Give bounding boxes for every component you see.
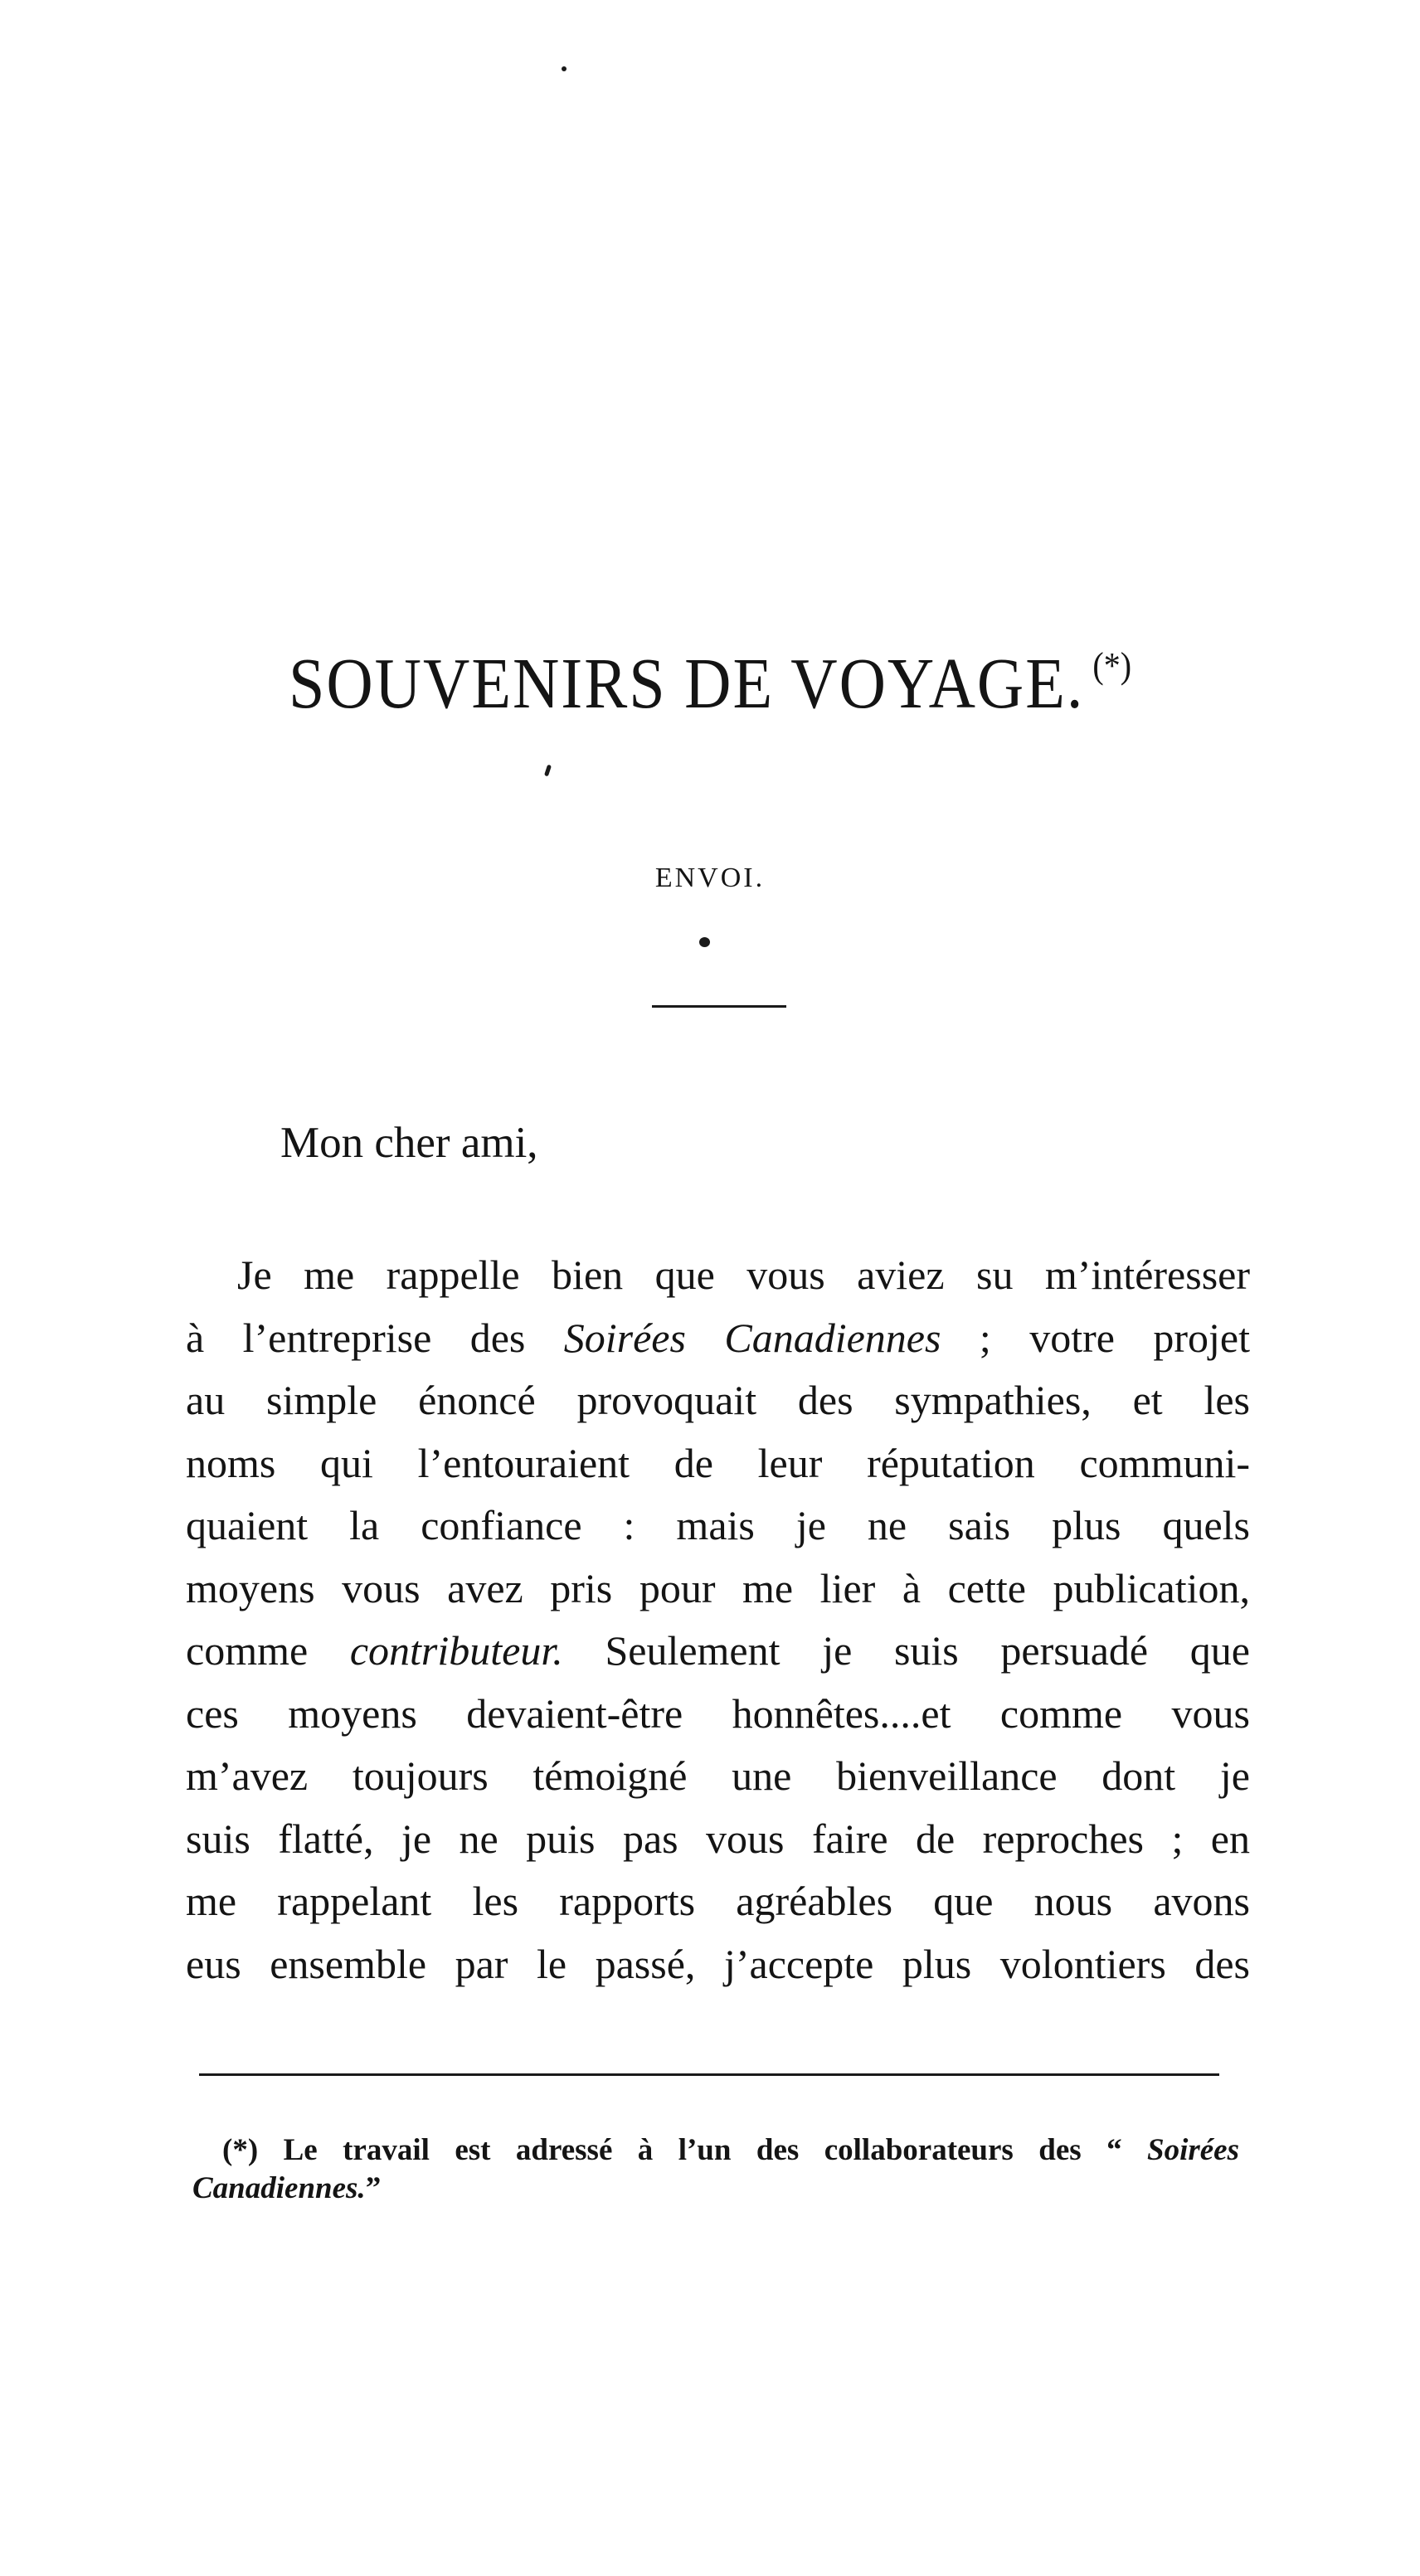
text-line (186, 1244, 1250, 1307)
footnote-line (192, 2170, 1239, 2208)
text-run: au simple énoncé provoquait des sympathies, et les (186, 1377, 1250, 1423)
text-line (186, 1933, 1250, 1996)
footnote-divider (199, 2073, 1219, 2076)
ink-speck (544, 765, 552, 777)
text-run: Seulement je suis persuadé que (562, 1627, 1250, 1674)
text-run: noms qui l’entouraient de leur réputation communi- (186, 1439, 1250, 1486)
text-line (186, 1432, 1250, 1495)
section-subtitle: ENVOI. (654, 863, 766, 893)
text-run: Le travail est adressé à l’un des collaborateurs des “ (283, 2133, 1147, 2167)
text-line (186, 1495, 1250, 1558)
text-run: Je me rappelle bien que vous aviez su m’intéresser (237, 1252, 1250, 1298)
italic-text: Soirées Canadiennes (563, 1314, 941, 1361)
text-run: suis flatté, je ne puis pas vous faire de reproches ; en (186, 1815, 1250, 1862)
page-title (0, 642, 1420, 723)
text-run: ; votre projet (941, 1314, 1250, 1361)
text-line (186, 1558, 1250, 1621)
footnote-line (192, 2131, 1239, 2170)
text-line (186, 1870, 1250, 1933)
footnote-text (284, 2133, 1239, 2167)
text-line (186, 1307, 1250, 1370)
text-line (186, 1683, 1250, 1746)
title-footnote-marker: (*) (1092, 644, 1132, 687)
text-run: m’avez toujours témoigné une bienveillance dont je (186, 1752, 1250, 1799)
text-run: eus ensemble par le passé, j’accepte plus volontiers des (186, 1940, 1250, 1987)
ink-speck (699, 937, 710, 947)
text-line (186, 1745, 1250, 1808)
text-run: comme (186, 1627, 350, 1674)
text-run: ” (365, 2171, 382, 2205)
footnote (192, 2131, 1239, 2208)
text-line (186, 1808, 1250, 1871)
section-divider (652, 1005, 786, 1008)
body-paragraph (186, 1244, 1250, 1995)
ink-speck (562, 66, 567, 71)
text-line (186, 1369, 1250, 1432)
italic-text: contributeur. (349, 1627, 563, 1674)
text-run: ces moyens devaient-être honnêtes....et comme vous (186, 1689, 1250, 1737)
italic-text: Canadiennes. (192, 2171, 366, 2205)
text-run: me rappelant les rapports agréables que nous avons (186, 1878, 1250, 1924)
italic-text: Soirées (1147, 2133, 1239, 2167)
footnote-marker: (*) (222, 2133, 259, 2167)
text-run: moyens vous avez pris pour me lier à cette publication, (186, 1564, 1250, 1611)
salutation: Mon cher ami, (280, 1119, 538, 1167)
text-line (186, 1620, 1250, 1683)
title-text: SOUVENIRS DE VOYAGE. (288, 642, 1085, 723)
text-run: à l’entreprise des (186, 1314, 564, 1361)
text-run: quaient la confiance : mais je ne sais plus quels (186, 1502, 1250, 1548)
